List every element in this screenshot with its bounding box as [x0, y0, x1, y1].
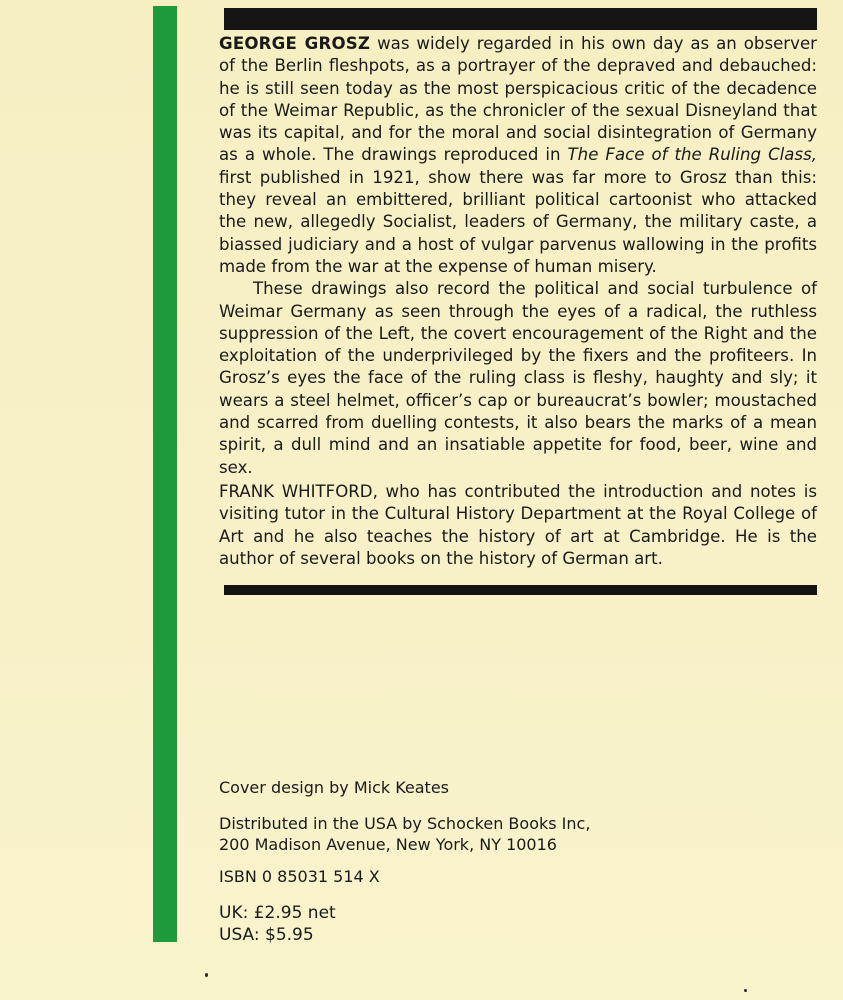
distribution-info	[219, 813, 590, 855]
print-speck	[205, 973, 208, 977]
price-uk: UK: £2.95 net	[219, 903, 336, 923]
book-title: The Face of the Ruling Class,	[567, 145, 818, 165]
book-blurb	[219, 33, 817, 479]
print-speck	[744, 989, 747, 992]
author-bio: FRANK WHITFORD, who has contributed the introduction and notes is visiting tutor in the Cultural History Department at the Royal College of Art and he also teaches the history of art at Cambridge. He is the author of several books on the history of German art.	[219, 482, 817, 568]
blurb-paragraph-1	[219, 33, 817, 278]
price-usa: USA: $5.95	[219, 925, 314, 945]
green-vertical-bar	[153, 6, 177, 942]
bottom-black-rule	[224, 585, 817, 595]
cover-design-credit: Cover design by Mick Keates	[219, 778, 450, 797]
isbn: ISBN 0 85031 514 X	[219, 867, 380, 886]
distribution-line-1: Distributed in the USA by Schocken Books Inc,	[219, 814, 591, 833]
blurb-paragraph-1-text-a: was widely regarded in his own day as an observer of the Berlin fleshpots, as a portrayer of the depraved and debauched: he is still seen today as the most perspicacious critic of the decadence of the Weimar Republic, as the chronicler of the sexual Disneyland that was its capital, and for the moral and social disintegration of Germany as a whole. The drawings reproduced in	[219, 34, 817, 165]
distribution-line-2: 200 Madison Avenue, New York, NY 10016	[219, 835, 557, 854]
lead-name: GEORGE GROSZ	[219, 34, 371, 53]
top-black-rule	[224, 8, 817, 30]
blurb-paragraph-2: These drawings also record the political and social turbulence of Weimar Germany as seen through the eyes of a radical, the ruthless suppression of the Left, the covert encouragement of the Right and the exploitation of the underprivileged by the fixers and the profiteers. In Grosz’s eyes the face of the ruling class is fleshy, haughty and sly; it wears a steel helmet, officer’s cap or bureaucrat’s bowler; moustached and scarred from duelling contests, it also bears the marks of a mean spirit, a dull mind and an insatiable appetite for food, beer, wine and sex.	[219, 279, 817, 477]
price-info	[219, 902, 336, 946]
blurb-paragraph-1-text-b: first published in 1921, show there was far more to Grosz than this: they reveal an embittered, brilliant political cartoonist who attacked the new, allegedly Socialist, leaders of Germany, the military caste, a biassed judiciary and a host of vulgar parvenus wallowing in the profits made from the war at the expense of human misery.	[219, 167, 817, 276]
